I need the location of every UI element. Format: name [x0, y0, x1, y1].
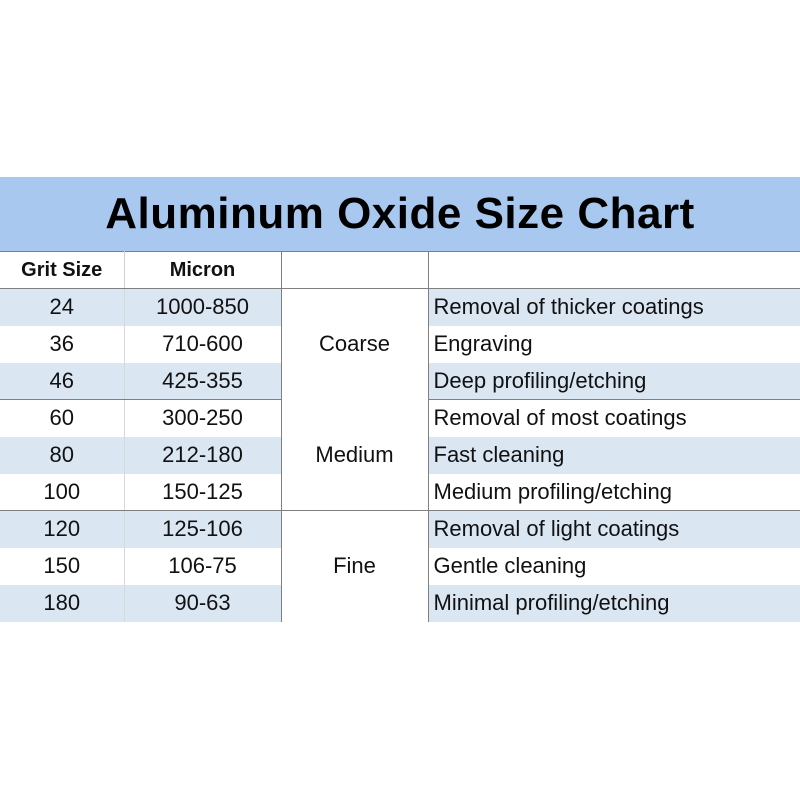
grit-cell: 120 [0, 511, 124, 548]
use-cell: Removal of most coatings [428, 400, 800, 437]
header-row [0, 252, 800, 289]
use-cell: Engraving [428, 326, 800, 363]
size-chart-table [0, 251, 800, 622]
grit-cell: 180 [0, 585, 124, 622]
micron-cell: 106-75 [124, 548, 281, 585]
use-cell: Gentle cleaning [428, 548, 800, 585]
grit-cell: 24 [0, 289, 124, 326]
title-banner [0, 177, 800, 251]
use-cell: Deep profiling/etching [428, 363, 800, 400]
use-cell: Medium profiling/etching [428, 474, 800, 511]
header-use [428, 252, 800, 289]
grit-cell: 60 [0, 400, 124, 437]
grade-cell-fine: Fine [281, 511, 428, 622]
header-grade [281, 252, 428, 289]
header-grit-size: Grit Size [0, 252, 124, 289]
grit-cell: 80 [0, 437, 124, 474]
micron-cell: 1000-850 [124, 289, 281, 326]
micron-cell: 150-125 [124, 474, 281, 511]
micron-cell: 710-600 [124, 326, 281, 363]
micron-cell: 425-355 [124, 363, 281, 400]
table-row [0, 289, 800, 326]
grit-cell: 150 [0, 548, 124, 585]
grit-cell: 100 [0, 474, 124, 511]
micron-cell: 125-106 [124, 511, 281, 548]
micron-cell: 212-180 [124, 437, 281, 474]
use-cell: Fast cleaning [428, 437, 800, 474]
use-cell: Minimal profiling/etching [428, 585, 800, 622]
page-title: Aluminum Oxide Size Chart [105, 189, 695, 238]
table-row [0, 400, 800, 437]
use-cell: Removal of light coatings [428, 511, 800, 548]
grade-cell-coarse: Coarse [281, 289, 428, 400]
grade-cell-medium: Medium [281, 400, 428, 511]
grit-cell: 36 [0, 326, 124, 363]
use-cell: Removal of thicker coatings [428, 289, 800, 326]
grit-cell: 46 [0, 363, 124, 400]
micron-cell: 300-250 [124, 400, 281, 437]
table-row [0, 511, 800, 548]
micron-cell: 90-63 [124, 585, 281, 622]
header-micron: Micron [124, 252, 281, 289]
